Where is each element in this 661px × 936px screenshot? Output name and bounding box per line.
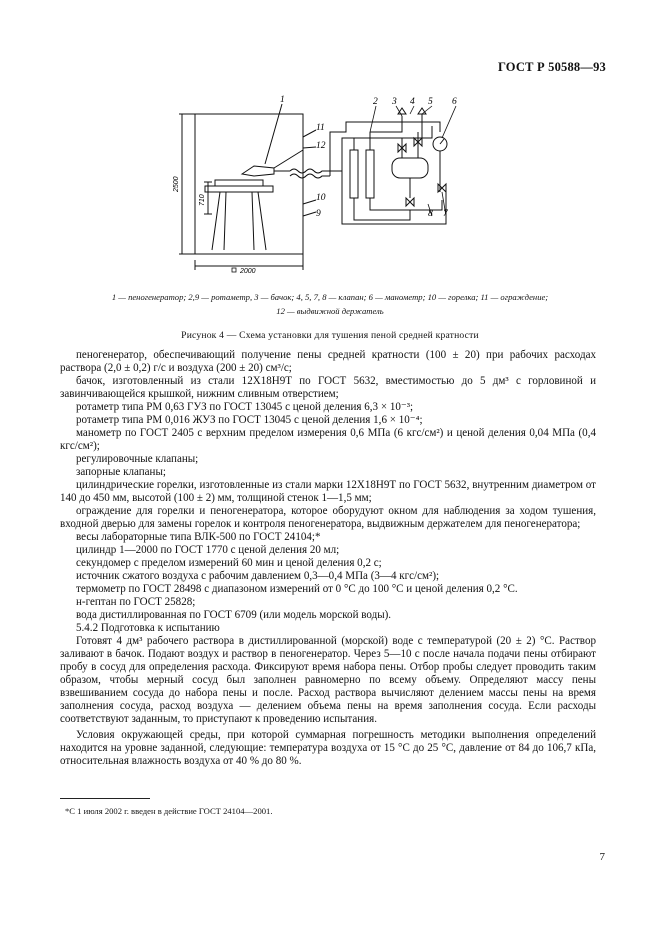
label-2: 2 [373,97,378,107]
footnote: *С 1 июля 2002 г. введен в действие ГОСТ 24104—2001. [65,806,273,816]
label-6: 6 [452,97,457,107]
figure-legend-line2: 12 — выдвижной держатель [276,306,384,316]
dim-small: 710 [199,194,206,206]
paragraph: вода дистиллированная по ГОСТ 6709 (или модель морской воды). [76,609,392,621]
tank [392,158,428,178]
valve-7 [438,184,446,192]
label-10: 10 [316,193,326,203]
paragraph: секундомер с пределом измерений 60 мин и ценой деления 0,2 с; [76,557,382,569]
label-7: 7 [443,209,448,219]
section-heading: 5.4.2 Подготовка к испытанию [76,622,220,634]
dim-height: 2500 [173,176,180,192]
label-8: 8 [428,209,433,219]
page-number: 7 [599,851,605,863]
body-text [60,349,596,768]
paragraph: ротаметр типа РМ 0,016 ЖУЗ по ГОСТ 13045 с ценой деления 1,6 × 10⁻⁴; [76,414,423,426]
burner [215,180,263,186]
paragraph: Готовят 4 дм³ рабочего раствора в дистиллированной (морской) воде с температурой (20 ± 2) °С. Раствор заливают в бачок. Подают воздух и раствор в пеногенератор. Через 5—10 с после начала подачи пены отбирают пробу в сосуд для определения расхода. Фиксируют время набора пены. Отбор пробы следует проводить таким образом, чтобы мерный сосуд был заполнен равномерно по всему объему. Определяют массу пены взвешиванием сосуда до набора пены и после. Расход раствора вычисляют делением массы пены на время заполнения сосуда, расход воздуха — делением объема пены на время заполнения сосуда. Если расходы соответствуют заданным, то приступают к проведению испытания. [60,635,596,725]
rotameter-9 [350,150,358,198]
figure-legend-line1: 1 — пеногенератор; 2,9 — ротаметр, 3 — бачок; 4, 5, 7, 8 — клапан; 6 — манометр; 10 — горелка; 11 — ограждение; [111,292,549,302]
label-12: 12 [316,141,326,151]
paragraph: манометр по ГОСТ 2405 с верхним пределом измерения 0,6 МПа (6 кгс/см²) и ценой деления 0,04 МПа (0,4 кгс/см²); [60,427,596,452]
label-1: 1 [280,95,285,105]
paragraph: ограждение для горелки и пеногенератора, которое оборудуют окном для наблюдения за ходом тушения, входной дверью для замены горелок и контроля пеногенератора, выдвижным держателем для пеногенератора; [60,505,596,530]
figure-legend [45,290,615,318]
paragraph: регулировочные клапаны; [76,453,199,465]
paragraph: цилиндр 1—2000 по ГОСТ 1770 с ценой деления 20 мл; [76,544,340,556]
label-4: 4 [410,97,415,107]
rotameter-2 [366,150,374,198]
valve-8 [406,198,414,206]
paragraph: источник сжатого воздуха с рабочим давлением 0,3—0,4 МПа (3—4 кгс/см²); [76,570,440,582]
enclosure [195,114,303,254]
burner-tray [205,186,273,192]
installation-schematic [170,92,470,282]
paragraph: термометр по ГОСТ 28498 с диапазоном измерений от 0 °С до 100 °С и ценой деления 0,2 °С. [76,583,518,595]
page-header-standard: ГОСТ Р 50588—93 [497,60,606,74]
label-3: 3 [392,97,397,107]
label-11: 11 [316,123,325,133]
foam-generator [242,166,274,176]
paragraph: весы лабораторные типа ВЛК-500 по ГОСТ 24104;* [76,531,321,543]
footnote-divider [60,798,150,799]
paragraph: Условия окружающей среды, при которой суммарная погрешность методики выполнения определений находится на уровне заданной, следующие: температура воздуха от 15 °С до 25 °С, давление от 84 до 106,7 кПа, относительная влажность воздуха от 40 % до 80 %. [60,729,596,767]
paragraph: н-гептан по ГОСТ 25828; [76,596,196,608]
paragraph: пеногенератор, обеспечивающий получение пены средней кратности (100 ± 20) при рабочих расходах раствора (2,0 ± 0,2) г/с и воздуха (200 ± 20) см³/с; [60,349,596,374]
figure-caption: Рисунок 4 — Схема установки для тушения пеной средней кратности [181,330,479,341]
dim-width: 2000 [240,268,256,275]
label-5: 5 [428,97,433,107]
label-9: 9 [316,209,321,219]
paragraph: бачок, изготовленный из стали 12Х18Н9Т по ГОСТ 5632, вместимостью до 5 дм³ с горловиной и завинчивающейся крышкой, нижним сливным отверстием; [60,375,596,400]
paragraph: запорные клапаны; [76,466,166,478]
paragraph: цилиндрические горелки, изготовленные из стали марки 12Х18Н9Т по ГОСТ 5632, внутренним диаметром от 140 до 450 мм, высотой (100 ± 2) мм, толщиной стенок 1—1,5 мм; [60,479,596,504]
paragraph: ротаметр типа РМ 0,63 ГУЗ по ГОСТ 13045 с ценой деления 6,3 × 10⁻³; [76,401,414,413]
